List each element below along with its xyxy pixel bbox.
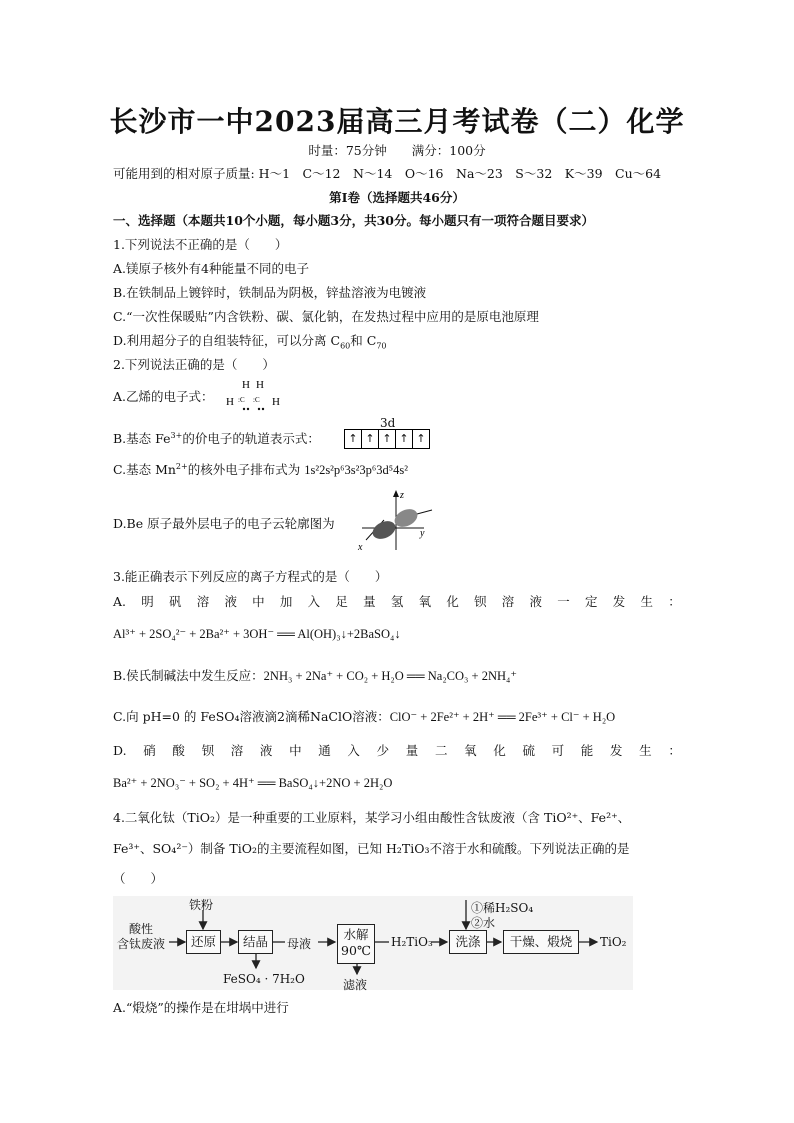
- svg-text:H: H: [272, 396, 280, 408]
- svg-text:H: H: [242, 379, 250, 391]
- q3-d-char: D.: [113, 743, 127, 758]
- q3-a-char: 化: [446, 594, 459, 609]
- flow-mother-liquor: 母液: [287, 937, 312, 951]
- q3-a-char: A.: [113, 594, 127, 609]
- q3-a-char: ：: [668, 594, 681, 609]
- orbital-box: ↑: [361, 429, 379, 449]
- q3-a-char: 矾: [168, 594, 182, 609]
- q3-option-c: [113, 709, 615, 725]
- q3-a-char: 发: [612, 594, 626, 609]
- ethylene-electron-formula: [222, 378, 286, 414]
- q3-d-char: 溶: [230, 743, 244, 758]
- q1-d-mid: 和 C: [350, 333, 377, 348]
- q1-d-sub2: 70: [376, 341, 387, 351]
- q4-stem-line1: 4.二氧化钛（TiO₂）是一种重要的工业原料，某学习小组由酸性含钛废液（含 TiO²⁺、Fe²⁺、: [113, 810, 631, 825]
- q3-a-char: 中: [252, 594, 265, 609]
- flow-step-crystallize: 结晶: [238, 930, 273, 954]
- page-title: 长沙市一中2023届高三月考试卷（二）化学: [109, 105, 685, 138]
- flow-input: [115, 922, 167, 952]
- flow-input-line2: 含钛废液: [116, 937, 165, 951]
- orbital-box: ↑: [378, 429, 396, 449]
- q3-d-char: 可: [551, 743, 565, 758]
- q2-option-b: [113, 431, 320, 447]
- q1-d-sub1: 60: [340, 341, 351, 351]
- q3-a-char: 液: [224, 594, 237, 609]
- q3-stem: 3.能正确表示下列反应的离子方程式的是（ ）: [113, 569, 388, 584]
- q2-c-config: 1s²2s²p⁶3s²3p⁶3d⁵4s²: [304, 463, 408, 477]
- q3-option-d-text: [113, 743, 681, 759]
- svg-text::C: :C: [238, 396, 245, 404]
- q3-d-char: 生: [639, 743, 652, 758]
- flow-hydrolysis-line1: 水解: [343, 927, 369, 942]
- q3-option-a-text: [113, 594, 681, 610]
- q3-d-char: 液: [259, 743, 273, 758]
- axis-x-label: x: [358, 542, 363, 553]
- q3-d-char: 入: [347, 743, 360, 758]
- exam-info: 时量：75分钟 满分：100分: [308, 143, 486, 158]
- flow-diagram: [113, 896, 633, 990]
- q1-option-c: C.“一次性保暖贴”内含铁粉、碳、氯化钠，在发热过程中应用的是原电池原理: [113, 309, 539, 324]
- q3-d-char: 发: [609, 743, 623, 758]
- q3-d-char: 化: [493, 743, 506, 758]
- flow-step-dry-calcine: 干燥、煅烧: [503, 930, 579, 954]
- q2-c-sup: 2+: [175, 461, 188, 471]
- flow-iron-powder: 铁粉: [189, 898, 214, 912]
- flow-hydrolysis-line2: 90℃: [341, 943, 371, 958]
- q3-a-char: 定: [584, 594, 598, 609]
- q2-b-text: B.基态 Fe: [113, 431, 171, 446]
- flow-reagent1: ①稀H₂SO₄: [471, 901, 534, 915]
- q3-d-char: 氧: [464, 743, 477, 758]
- flow-input-line1: 酸性: [128, 922, 153, 936]
- axis-y-label: y: [420, 528, 425, 539]
- q3-a-char: 溶: [501, 594, 515, 609]
- q2-c-mid: 的核外电子排布式为: [187, 462, 305, 477]
- q3-d-char: 通: [318, 743, 331, 758]
- q3-d-char: 酸: [172, 743, 185, 758]
- q2-stem: 2.下列说法正确的是（ ）: [113, 357, 275, 372]
- q3-d-char: 能: [580, 743, 594, 758]
- orbital-box: ↑: [344, 429, 362, 449]
- q3-a-char: 溶: [196, 594, 210, 609]
- q3-d-char: 硫: [522, 743, 535, 758]
- part-heading: 一、选择题（本题共10个小题，每小题3分，共30分。每小题只有一项符合题目要求）: [113, 213, 594, 228]
- q1-stem: 1.下列说法不正确的是（ ）: [113, 237, 288, 252]
- q3-d-char: 量: [405, 743, 419, 758]
- q3-c-equation: ClO⁻ + 2Fe²⁺ + 2H⁺ ══ 2Fe³⁺ + Cl⁻ + H₂O: [389, 710, 616, 724]
- q3-a-char: 加: [279, 594, 293, 609]
- q3-d-char: ：: [668, 743, 681, 758]
- flow-step-wash: 洗涤: [449, 930, 487, 954]
- flow-byproduct: FeSO₄ · 7H₂O: [223, 972, 305, 986]
- q2-option-a: A.乙烯的电子式：: [113, 389, 214, 404]
- svg-text:H: H: [226, 396, 234, 408]
- q3-d-char: 二: [434, 743, 448, 758]
- q2-b-sup: 3+: [170, 430, 183, 440]
- orbital-box: ↑: [412, 429, 430, 449]
- q3-a-char: 一: [557, 594, 570, 609]
- q3-option-b: [113, 668, 517, 684]
- flow-h2tio3: H₂TiO₃: [391, 935, 433, 949]
- q3-d-char: 钡: [201, 743, 215, 758]
- section-heading: 第Ⅰ卷（选择题共46分）: [329, 190, 465, 205]
- q3-a-char: 量: [363, 594, 376, 609]
- flow-step-reduce: 还原: [186, 930, 221, 954]
- flow-product: TiO₂: [600, 935, 627, 949]
- q3-a-char: 钡: [474, 594, 487, 609]
- flow-reagent2: ②水: [471, 916, 496, 930]
- q3-a-char: 氢: [390, 594, 404, 609]
- q2-b-post: 的价电子的轨道表示式：: [182, 431, 320, 446]
- q3-option-d-equation: Ba²⁺ + 2NO₃⁻ + SO₂ + 4H⁺ ══ BaSO₄↓+2NO + 2H₂O: [113, 776, 393, 790]
- q3-b-equation: 2NH₃ + 2Na⁺ + CO₂ + H₂O ══ Na₂CO₃ + 2NH₄⁺: [263, 669, 517, 683]
- q4-stem-line3: （ ）: [113, 871, 164, 886]
- q4-stem-line2: Fe³⁺、SO₄²⁻）制备 TiO₂的主要流程如图，已知 H₂TiO₃不溶于水和硫酸。下列说法正确的是: [113, 841, 630, 856]
- q1-option-d: [113, 333, 387, 349]
- flow-step-hydrolysis: [337, 924, 375, 964]
- p-orbital-diagram: [354, 488, 438, 554]
- q4-option-a: A.“煅烧”的操作是在坩埚中进行: [113, 1000, 289, 1015]
- q3-a-char: 氧: [418, 594, 432, 609]
- q1-option-b: B.在铁制品上镀锌时，铁制品为阴极，锌盐溶液为电镀液: [113, 285, 427, 300]
- atomic-masses: 可能用到的相对原子质量: H～1 C～12 N～14 O～16 Na～23 S～32 K～39 Cu～64: [113, 166, 662, 181]
- svg-text:H: H: [256, 379, 264, 391]
- q2-c-text: C.基态 Mn: [113, 462, 176, 477]
- q1-option-a: A.镁原子核外有4种能量不同的电子: [113, 261, 309, 276]
- orbital-box: ↑: [395, 429, 413, 449]
- q3-c-text: C.向 pH=0 的 FeSO₄溶液滴2滴稀NaClO溶液：: [113, 709, 390, 724]
- q3-d-char: 中: [289, 743, 302, 758]
- svg-text::C: :C: [253, 396, 260, 404]
- q3-a-char: 生: [640, 594, 653, 609]
- q3-b-text: B.侯氏制碱法中发生反应：: [113, 668, 264, 683]
- q3-a-char: 入: [307, 594, 321, 609]
- q3-a-char: 明: [141, 594, 154, 609]
- q3-option-a-equation: Al³⁺ + 2SO₄²⁻ + 2Ba²⁺ + 3OH⁻ ══ Al(OH)₃↓+2BaSO₄↓: [113, 627, 401, 641]
- q2-option-d: D.Be 原子最外层电子的电子云轮廓图为: [113, 516, 335, 531]
- q1-d-text: D.利用超分子的自组装特征，可以分离 C: [113, 333, 341, 348]
- flow-filtrate: 滤液: [343, 978, 368, 992]
- axis-z-label: z: [400, 490, 404, 501]
- q2-option-c: [113, 462, 408, 478]
- q3-d-char: 硝: [143, 743, 156, 758]
- q3-a-char: 液: [529, 594, 543, 609]
- q3-a-char: 足: [335, 594, 348, 609]
- q3-d-char: 少: [376, 743, 390, 758]
- orbital-diagram: [345, 429, 430, 449]
- orbital-label: 3d: [380, 416, 396, 430]
